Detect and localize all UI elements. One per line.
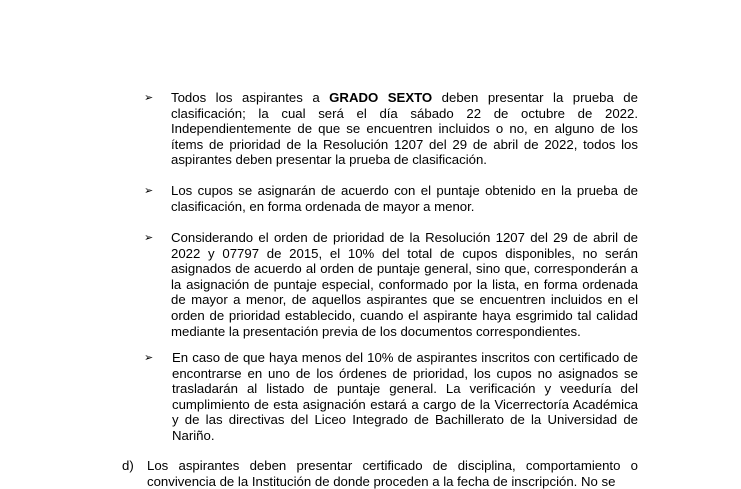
bullet-grado-sexto — [144, 90, 638, 168]
bold-grado-sexto: GRADO SEXTO — [329, 90, 433, 105]
bullet-menos-10-porciento — [144, 350, 638, 444]
bullet-text: Considerando el orden de prioridad de la Resolución 1207 del 29 de abril de 2022 y 07797 de 2015, el 10% del total de cupos disponibles, no serán asignados de acuerdo al orden de puntaje general, sino que, corresponderán a la asignación de puntaje especial, conformado por la lista, en forma ordenada de mayor a menor, de aquellos aspirantes que se encuentren incluidos en el orden de prioridad establecido, cuando el aspirante haya esgrimido tal calidad mediante la presentación previa de los documentos correspondientes. — [171, 230, 638, 339]
arrow-bullet-icon: ➢ — [144, 231, 154, 244]
list-item-text: Los aspirantes deben presentar certificado de disciplina, comportamiento o convivencia de la Institución de donde proceden a la fecha de inscripción. No se — [147, 458, 638, 489]
list-marker: d) — [122, 458, 134, 473]
arrow-bullet-icon: ➢ — [144, 351, 154, 364]
arrow-bullet-icon: ➢ — [144, 91, 154, 104]
arrow-bullet-icon: ➢ — [144, 184, 154, 197]
list-item-d — [122, 458, 638, 489]
bullet-orden-prioridad — [144, 230, 638, 339]
bullet-text: En caso de que haya menos del 10% de aspirantes inscritos con certificado de encontrarse en uno de los órdenes de prioridad, los cupos no asignados se trasladarán al listado de puntaje general. La verificación y veeduría del cumplimiento de esta asignación estará a cargo de la Vicerrectoría Académica y de las directivas del Liceo Integrado de Bachillerato de la Universidad de Nariño. — [172, 350, 638, 443]
bullet-text: Todos los aspirantes a GRADO SEXTO deben presentar la prueba de clasificación; la cual será el día sábado 22 de octubre de 2022. Independientemente de que se encuentren incluidos o no, en alguno de los ítems de prioridad de la Resolución 1207 del 29 de abril de 2022, todos los aspirantes deben presentar la prueba de clasificación. — [171, 90, 638, 168]
bullet-cupos-asignacion — [144, 183, 638, 214]
bullet-text: Los cupos se asignarán de acuerdo con el puntaje obtenido en la prueba de clasificación, en forma ordenada de mayor a menor. — [171, 183, 638, 214]
